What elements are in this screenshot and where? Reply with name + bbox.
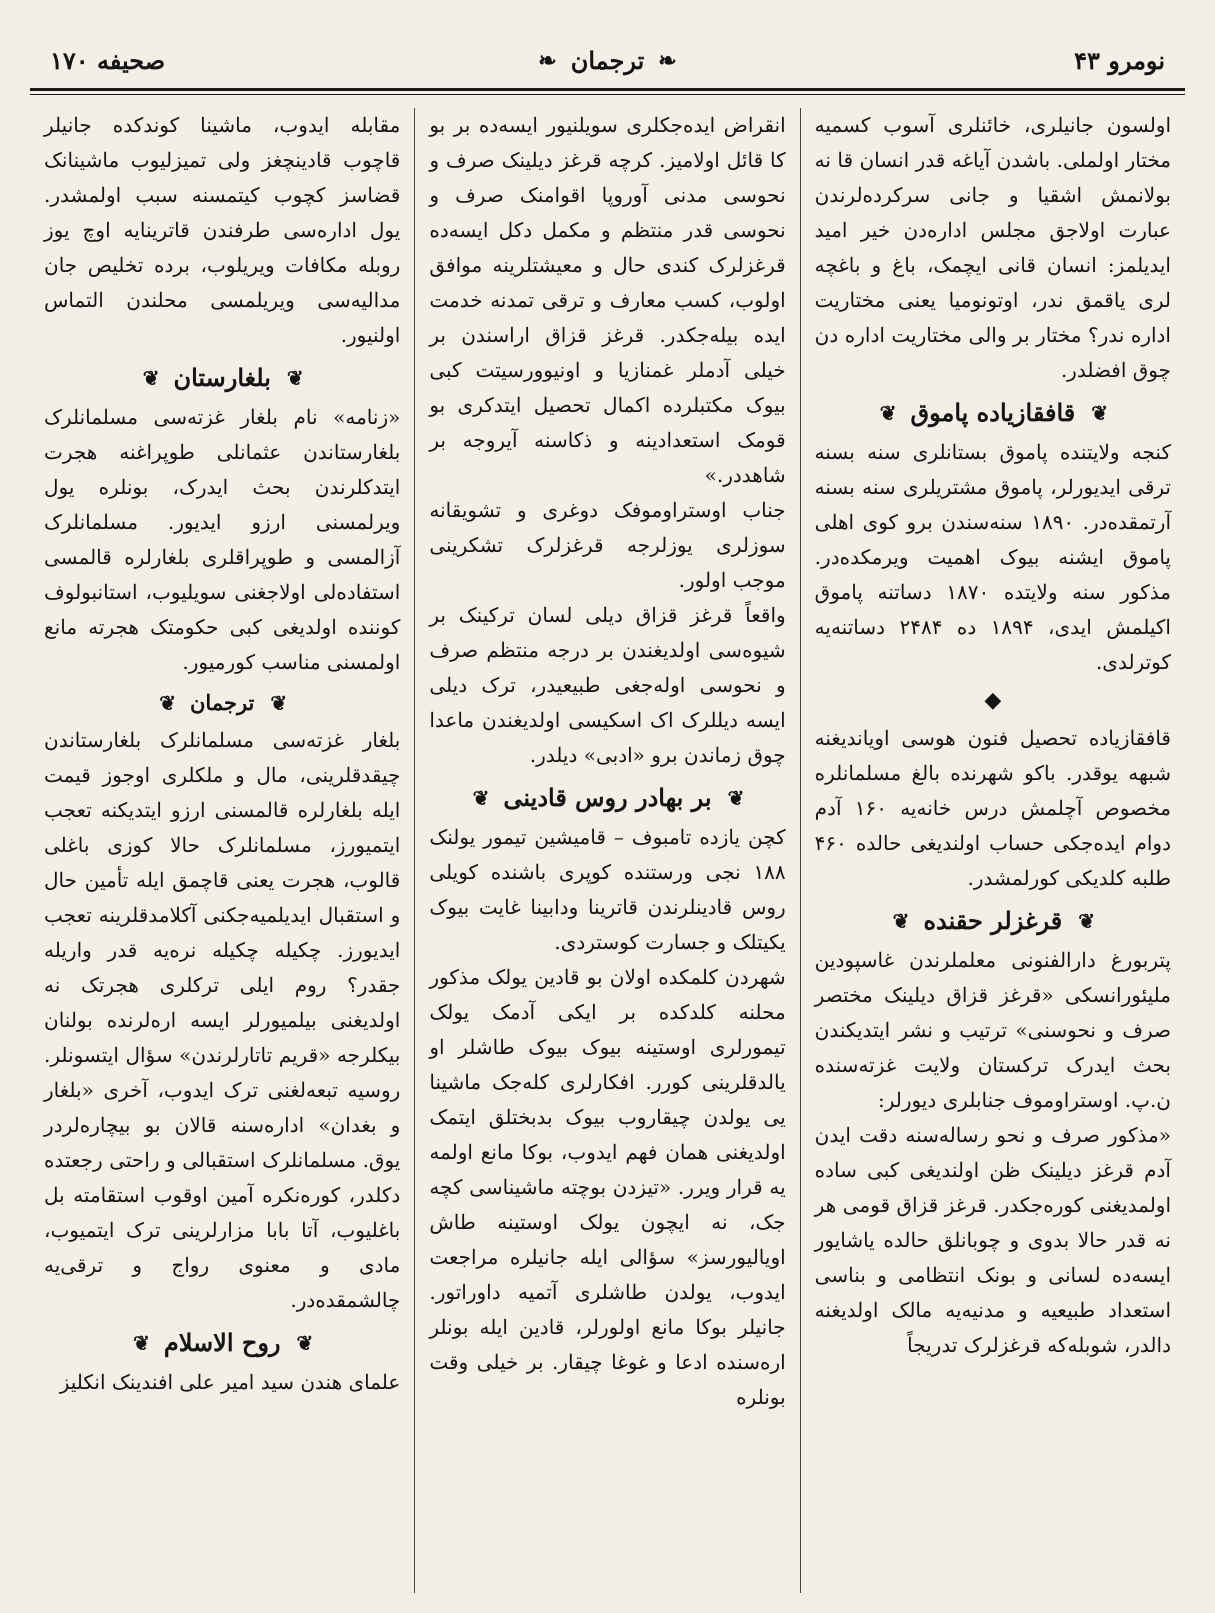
article-paragraph: علمای هندن سید امیر علی افندینک انکلیز — [59, 1370, 401, 1394]
article-paragraph: شهردن کلمکده اولان بو قادین یولک مذکور محلنه کلدکده بر ایکی آدمک یولک تیمورلری اوستینه بیوک بیوک طاشلر او یالدقلرینی کورر. افکارلری کله‌جک ماشینا یی یولدن چیقاروب بیوک بدبختلق ایتمک اولدیغنی همان فهم ایدوب، بوکا مانع اولمه یه قرار ویرر. «تیزدن بوچته ماشیناسی کچه جک، نه ایچون یولک اوستینه طاش اویالیورسز» سؤالی ایله جانیلره مراجعت ایدوب، یولدن طاشلری آتمیه داوراتور. جانیلر بوکا مانع اولورلر، قادین ایله بونلر اره‌سنده ادعا و غوغا چیقار. بر خیلی وقت بونلره — [429, 965, 786, 1409]
ornament-icon: ❦ — [879, 400, 895, 425]
article-paragraph: اولسون جانيلری، خائنلری آسوب کسمیه مختار اولملی. باشدن آیاغه قدر انسان قا نه بولانمش اشقیا و جانی سرکرده‌لرندن عبارت اولاجق مجلس اداره‌دن خير اميد ايديلمز: انسان قانی ايچمک، باغ و باغچه لری یاقمق ندر، اوتونومیا یعنی مختاریت اداره ندر؟ مختار بر والی مختاریت اداره دن چوق افضلدر. — [814, 113, 1171, 382]
page-header — [30, 40, 1185, 90]
section-heading — [44, 1328, 400, 1357]
article-paragraph: «زنامه» نام بلغار غزته‌سی مسلمانلرک بلغارستاندن عثمانلی طوپراغنه هجرت ایتدکلرندن بحث ایدرک، بونلره یول ویرلمسنی ارزو ایدیور. مسلمانلرک آزالمسی و طوپراقلری بلغارلره قالمسی استفاده‌لی اولاجغنی سویلیوب، استانبولوف کوننده اولدیغی کبی حکومتک هجرته مانع اولمسنی مناسب کورمیور. — [44, 405, 401, 674]
ornament-icon: ❦ — [892, 908, 908, 933]
ornament-icon: ❦ — [142, 365, 158, 390]
section-heading — [815, 398, 1171, 427]
article-paragraph: واقعاً قرغز قزاق دیلی لسان ترکینک بر شیوه‌سی اولدیغندن بر درجه منتظم صرف و نحوسی اوله‌جغی طبیعیدر، ترک دیلی ایسه دیللرک اک اسکیسی اولدیغندن ماعدا چوق زماندن برو «ادبی» دیلدر. — [429, 603, 786, 767]
section-title-text: بلغارستان — [173, 363, 271, 392]
column-middle — [415, 108, 800, 1593]
ornament-icon: ❦ — [159, 690, 174, 715]
column-right — [801, 108, 1185, 1593]
ornament-icon: ❦ — [286, 365, 302, 390]
article-paragraph: کنجه ولایتنده پاموق بستانلری سنه بسنه ترقی ایدیورلر، پاموق مشتریلری سنه بسنه آرتمقده‌در. ۱۸۹۰ سنه‌سندن برو کوی اهلی پاموق ایشنه بیوک اهمیت ویرمکده‌در. مذکور سنه ولایتده ۱۸۷۰ دساتنه پاموق اکیلمش ایدی، ۱۸۹۴ ده ۲۴۸۴ دساتنه‌یه کوترلدی. — [814, 440, 1171, 674]
section-title-text: قافقازياده پاموق — [910, 398, 1076, 427]
article-paragraph: جناب اوستراوموفک دوغری و تشویقانه سوزلری یوزلرجه قرغزلرک تشکرینی موجب اولور. — [429, 498, 786, 592]
ornament-icon: ❦ — [133, 1330, 148, 1355]
ornament-icon: ❦ — [270, 690, 286, 715]
ornament-icon: ❦ — [1078, 908, 1094, 933]
ornament-icon: ❧ — [658, 47, 677, 74]
article-paragraph: «مذکور صرف و نحو رساله‌سنه دقت ایدن آدم قرغز دیلینک ظن اولندیغی کبی ساده اولمدیغنی کوره‌جکدر. قرغز قزاق قومی هر نه قدر حالا بدوی و چوبانلق حالده یاشایور ایسه‌ده لسانی و بونک انتظامی و بناسی استعداد طبیعیه و مدنیه‌یه مالک اولدیغنه دالدر، شوبله‌که قرغزلرک تدریجاً — [814, 1123, 1171, 1357]
page-number-label: صحيفه ۱۷۰ — [50, 46, 166, 75]
masthead — [538, 46, 676, 75]
section-title-text: بر بهادر روس قادینی — [503, 783, 712, 812]
header-rule-thin — [30, 94, 1185, 95]
article-paragraph: قافقازياده تحصیل فنون هوسی اویاندیغنه شبهه یوقدر. باکو شهرنده بالغ مسلمانلره مخصوص آچلمش درس خانه‌یه ۱۶۰ آدم دوام ایده‌جکی حساب اولندیغی حالده ۴۶۰ طلبه کلدیکی کورلمشدر. — [814, 726, 1171, 890]
section-title-text: روح الاسلام — [163, 1328, 281, 1357]
article-paragraph: مقابله ایدوب، ماشینا کوندکده جانیلر قاچوب قادینچغز ولی تمیزلیوب ماشینانک قضاسز کچوب کیتمسنه سبب اولمشدر. یول اداره‌سی طرفندن قاترینایه اوچ یوز روبله مکافات ویریلوب، برده تخلیص جان مدالیه‌سی ویریلمسی محلندن التماس اولنیور. — [44, 113, 401, 347]
article-paragraph: بلغار غزته‌سی مسلمانلرک بلغارستاندن چیقدقلرینی، مال و ملکلری اوجوز قیمت ایله بلغارلره قالمسنی ارزو ایتدیکنه تعجب ایتمیورز، مسلمانلرک حالا کوزی باغلی قالوب، هجرت یعنی قاچمق ایله تأمین حال و استقبال ایدیلمیه‌جکنی آکلامدقلرینه تعجب ایدیورز. چکیله چکیله نره‌یه قدر واریله جقدر؟ روم ایلی ترکلری هجرتک نه اولدیغنی بیلمیورلر ایسه اره‌لرنده بولنان بیکلرجه «قریم تاتارلرندن» سؤال ایتسونلر. روسیه تبعه‌لغنی ترک ایدوب، آخری «بلغار و بغدان» اداره‌سنه قالان بو بیچاره‌لردر یوق. مسلمانلرک استقبالی و راحتی رجعتده دکلدر، کوره‌نکره آمین اوقوب استقامته بل باغلیوب، آتا بابا مزارلرینی ترک ایتمیوب، مادی و معنوی رواج و ترقی‌یه چالشمقده‌در. — [44, 728, 401, 1312]
paper-name: ترجمان — [570, 46, 645, 75]
section-heading — [815, 906, 1171, 935]
divider-ornament: ◆ — [984, 688, 1002, 713]
header-rule — [30, 88, 1185, 91]
article-paragraph: کچن یازده تامبوف – قامیشین تیمور یولنک ۱۸۸ نجی ورستنده کوپری باشنده کویلی روس قادینلرندن قاترینا ودابینا غایت بیوک یکیتلک و جسارت کوستردی. — [429, 825, 786, 954]
article-paragraph: انقراض ایده‌جکلری سویلنیور ایسه‌ده بر بو کا قائل اولامیز. کرچه قرغز دیلینک صرف و نحوسی مدنی آوروپا اقوامنک صرف و نحوسی قدر منتظم و مکمل دکل ایسه‌ده قرغزلرک کندی حال و معیشتلرینه موافق اولوب، کسب معارف و ترقی تمدنه خدمت ایده بیله‌جکدر. قرغز قزاق اراسندن بر خیلی آدملر غمنازیا و اونیوورسیتت کبی بیوک مکتبلرده اکمال تحصیل ایتدکری بو قومک استعدادینه و ذکاسنه آیروجه بر شاهددر.» — [429, 113, 786, 487]
ornament-icon: ❦ — [296, 1330, 312, 1355]
ornament-icon: ❦ — [1091, 400, 1106, 425]
ornament-icon: ❦ — [472, 785, 488, 810]
section-title-text: قرغزلر حقنده — [923, 906, 1063, 935]
ornament-icon: ❧ — [538, 47, 557, 74]
section-heading — [44, 363, 400, 392]
issue-number-label: نومرو ۴۳ — [1074, 46, 1165, 75]
ornament-icon: ❦ — [727, 785, 743, 810]
column-left — [30, 108, 415, 1593]
text-columns — [30, 108, 1185, 1593]
section-heading — [44, 690, 400, 715]
section-title-text: ترجمان — [190, 690, 255, 715]
section-heading — [429, 783, 785, 812]
article-paragraph: پتربورغ دارالفنونی معلملرندن غاسپودین ملیئورانسکی «قرغز قزاق دیلینک مختصر صرف و نحوسنی» ترتیب و نشر ایتدیکندن بحث ایدرک ترکستان ولایت غزته‌سنده ن.پ. اوستراوموف جنابلری دیورلر: — [814, 948, 1171, 1112]
